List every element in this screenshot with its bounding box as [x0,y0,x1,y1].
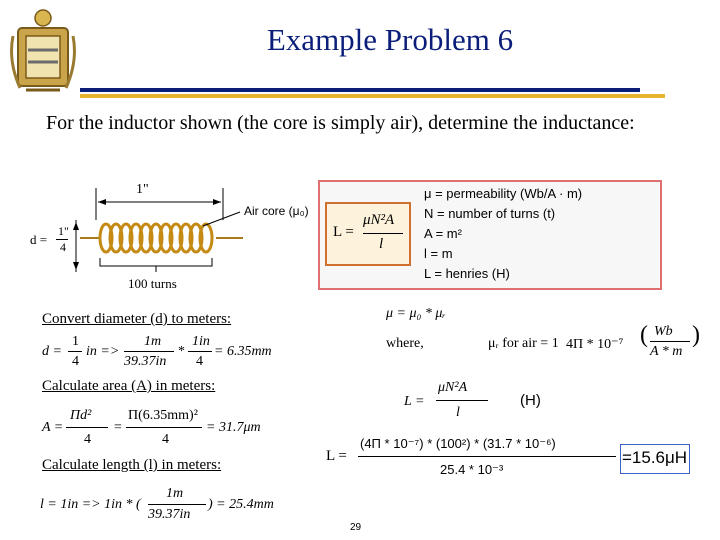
calculate-area-heading: Calculate area (A) in meters: [42,378,216,394]
L-unit: (H) [520,392,541,409]
d-conv-line [124,351,174,352]
final-fraction-line [358,456,616,457]
mu0-unit-line [650,341,690,342]
page-number: 29 [350,522,362,533]
page-title: Example Problem 6 [266,22,514,57]
air-core-label: Air core (μ₀) [244,204,309,218]
legend-item-henries: L = henries (H) [424,266,510,281]
final-numerator: (4Π * 10⁻⁷) * (100²) * (31.7 * 10⁻⁶) [360,436,556,451]
diameter-label-den: 4 [60,240,66,254]
paren-right: ) [692,322,700,348]
d-conv-den: 39.37in [124,354,167,369]
a-result: = 31.7μm [206,420,261,435]
a-num1: Πd² [70,408,92,423]
final-denominator: 25.4 * 10⁻³ [440,462,504,477]
diameter-label-d: d = [30,232,48,247]
l-num: 1m [166,486,184,501]
final-result: =15.6μH [622,448,688,467]
symbol-legend [424,184,582,284]
a-line2 [126,427,202,428]
naval-academy-seal [8,6,78,98]
a-den1: 4 [84,432,91,447]
calculate-length-heading: Calculate length (l) in meters: [42,457,222,473]
a-num2: Π(6.35mm)² [128,408,198,423]
L-den: l [456,405,460,420]
mu0-unit-den: A * m [650,344,683,359]
inductor-figure [28,180,318,300]
a-den2: 4 [162,432,169,447]
title-divider-gold [80,94,665,98]
mu-equation: μ = μ₀ * μᵣ [386,306,446,321]
diameter-label-num: 1" [58,224,69,238]
legend-item-a: A = m² [424,226,462,241]
mu0-value: 4Π * 10⁻⁷ [566,337,624,352]
d-frac-den: 4 [72,354,79,369]
mu0-unit-num: Wb [654,324,673,339]
d-frac-line [68,351,82,352]
paren-left: ( [640,322,648,348]
a-line1 [66,427,108,428]
diameter-fraction-line [56,239,68,240]
d-result: = 6.35mm [214,344,272,359]
inductance-formula [325,202,411,266]
legend-item-l: l = m [424,246,453,261]
d-frac-num: 1 [72,334,79,349]
d-conv2-num: 1in [192,334,210,349]
l-line [148,504,206,505]
d-equals: d = [42,344,62,359]
formula-denominator: l [379,236,384,252]
convert-diameter-heading: Convert diameter (d) to meters: [42,311,232,327]
turns-label: 100 turns [128,276,177,291]
title-divider-blue [80,88,640,92]
formula-numerator: μN²A [363,212,395,228]
l-result: ) = 25.4mm [208,497,274,512]
l-den: 39.37in [148,507,191,522]
inductance-formula-panel [318,180,662,290]
L-lhs: L = [404,394,425,409]
mu-r-air: μᵣ for air = 1 [488,336,559,351]
final-lhs: L = [326,448,347,464]
L-num: μN²A [438,380,468,395]
legend-item-mu: μ = permeability (Wb/A · m) [424,186,583,201]
d-conv-num: 1m [144,334,162,349]
formula-fraction-line [363,233,403,234]
legend-item-n: N = number of turns (t) [424,206,556,221]
length-label: 1" [136,182,149,197]
d-conv2-line [188,351,212,352]
where-label: where, [386,336,424,351]
d-mid: in => [86,344,120,359]
multiply-sign: * [178,344,185,359]
a-eq: = [114,420,122,435]
d-conv2-den: 4 [196,354,203,369]
l-lhs: l = 1in => 1in * ( [40,497,141,512]
problem-statement: For the inductor shown (the core is simply air), determine the inductance: [46,112,635,134]
formula-lhs: L = [333,224,354,240]
a-lhs: A = [42,420,64,435]
L-line [436,400,488,401]
